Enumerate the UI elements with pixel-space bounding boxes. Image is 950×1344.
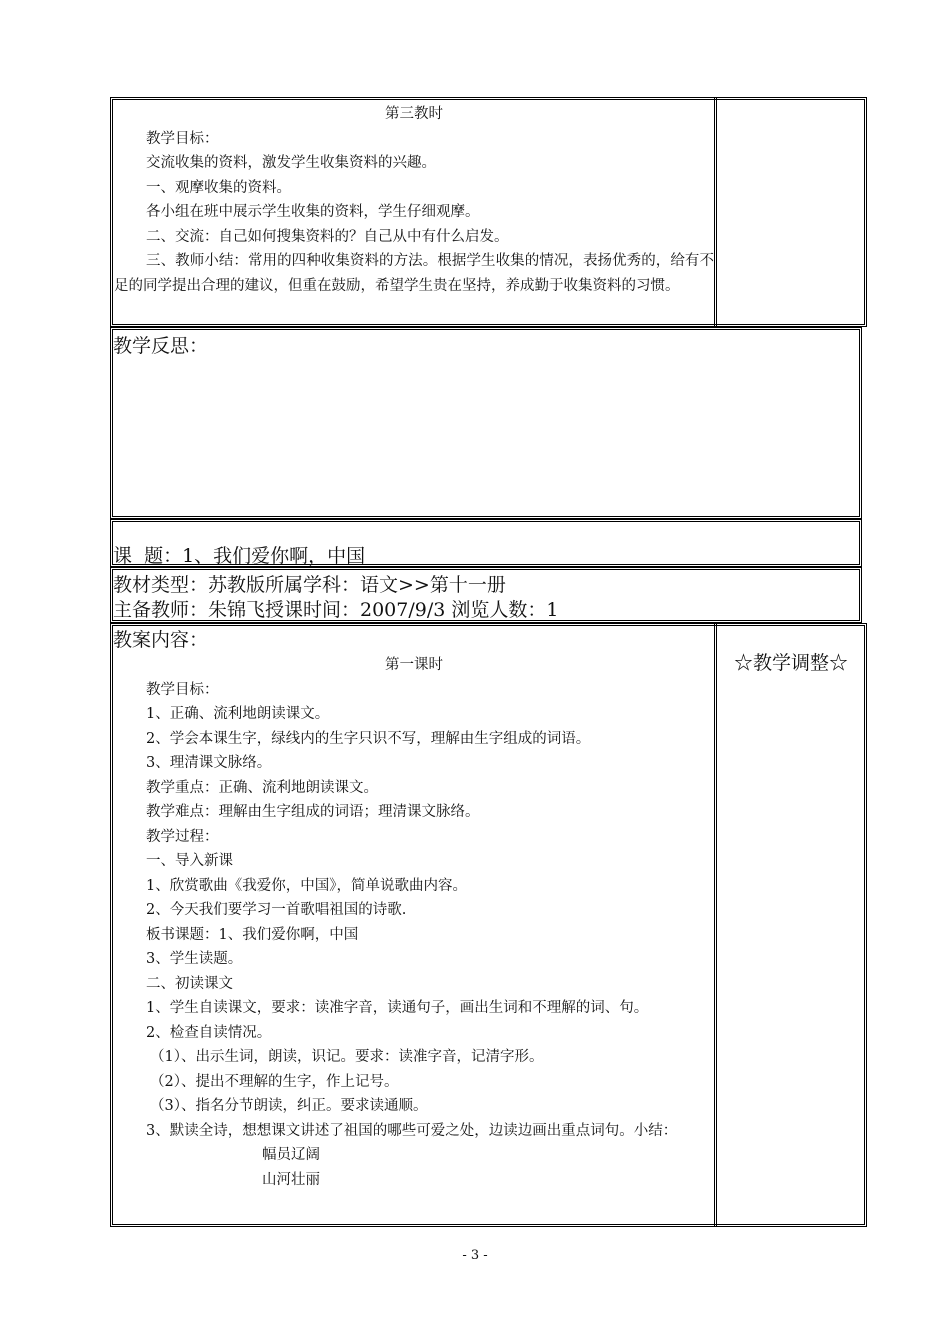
- text-line: 教学目标：: [146, 681, 219, 698]
- teaching-adjustment-label: ☆教学调整☆: [733, 652, 848, 674]
- text-line: 2、今天我们要学习一首歌唱祖国的诗歌.: [146, 902, 407, 918]
- paragraph-3-summary: 3、默读全诗，想想课文讲述了祖国的哪些可爱之处，边读边画出重点词句。小结：: [146, 1122, 678, 1139]
- text-line: 二、交流：自己如何搜集资料的？自己从中有什么启发。: [146, 228, 509, 245]
- lesson-title-first: 第一课时: [385, 657, 443, 673]
- reflection-box: [110, 327, 862, 519]
- text-line: 教学过程：: [146, 828, 219, 845]
- content-label: 教案内容：: [113, 629, 209, 651]
- reflection-label: 教学反思：: [113, 335, 209, 357]
- text-line: 教学目标：: [146, 130, 219, 147]
- text-line: 交流收集的资料，激发学生收集资料的兴趣。: [146, 155, 436, 171]
- section-third-lesson-text: [114, 102, 714, 298]
- lesson-title-third: 第三教时: [385, 106, 443, 122]
- text-line: 3、理清课文脉络。: [146, 755, 272, 771]
- text-line: 一、导入新课: [146, 853, 233, 869]
- column-divider: [714, 623, 717, 1227]
- text-line: （2）、提出不理解的生字，作上记号。: [150, 1073, 399, 1090]
- column-divider: [714, 97, 717, 327]
- meta-line-2: 主备教师：朱锦飞授课时间：2007/9/3 浏览人数：1: [113, 599, 559, 621]
- text-line: 2、检查自读情况。: [146, 1024, 272, 1041]
- text-line: 1、学生自读课文，要求：读准字音，读通句子，画出生词和不理解的词、句。: [146, 1000, 649, 1016]
- page-number: - 3 -: [462, 1248, 488, 1263]
- text-line: 3、学生读题。: [146, 951, 243, 967]
- text-line: 各小组在班中展示学生收集的资料，学生仔细观摩。: [146, 204, 480, 220]
- text-line: 二、初读课文: [146, 975, 233, 992]
- text-line: 一、观摩收集的资料。: [146, 179, 291, 196]
- lesson-title: 课 题：1、我们爱你啊，中国: [113, 545, 366, 567]
- text-line: 教学难点：理解由生字组成的词语；理清课文脉络。: [146, 804, 480, 820]
- section-first-lesson-text: [114, 653, 714, 1192]
- text-line: 2、学会本课生字，绿线内的生字只识不写，理解由生字组成的词语。: [146, 730, 591, 747]
- teacher-summary: 三、教师小结：常用的四种收集资料的方法。根据学生收集的情况，表扬优秀的，给有不足的同学提出合理的建议，但重在鼓励，希望学生贵在坚持，养成勤于收集资料的习惯。: [114, 253, 714, 294]
- board-item: 山河壮丽: [262, 1171, 320, 1188]
- text-line: 1、正确、流利地朗读课文。: [146, 706, 330, 722]
- text-line: （3）、指名分节朗读，纠正。要求读通顺。: [150, 1098, 428, 1114]
- text-line: 教学重点：正确、流利地朗读课文。: [146, 779, 378, 796]
- text-line: （1）、出示生词，朗读，识记。要求：读准字音，记清字形。: [150, 1049, 544, 1065]
- text-line: 1、欣赏歌曲《我爱你，中国》，简单说歌曲内容。: [146, 877, 467, 894]
- meta-line-1: 教材类型：苏教版所属学科：语文>>第十一册: [113, 574, 506, 596]
- board-item: 幅员辽阔: [262, 1147, 320, 1163]
- text-line: 板书课题：1、我们爱你啊，中国: [146, 926, 359, 943]
